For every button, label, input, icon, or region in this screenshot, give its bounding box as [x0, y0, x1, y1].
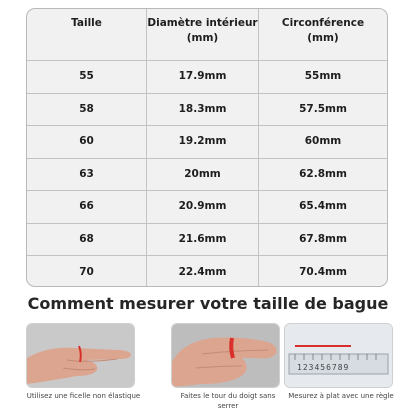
table-row — [27, 126, 387, 159]
diameter-cell: 21.6mm — [147, 224, 259, 256]
circumference-cell: 57.5mm — [299, 102, 347, 115]
size-cell: 60 — [27, 126, 147, 158]
size-cell: 68 — [27, 224, 147, 256]
step1-caption: Utilisez une ficelle non élastique — [26, 392, 141, 400]
header-diametre: Diamètre intérieur (mm) — [147, 9, 259, 60]
ruler-icon — [284, 323, 393, 388]
table-row — [27, 256, 387, 287]
diameter-cell: 19.2mm — [147, 126, 259, 158]
step2-caption: Faites le tour du doigt sans serrer — [180, 392, 276, 411]
hand-with-string-icon — [26, 323, 135, 388]
table-row — [27, 191, 387, 224]
finger-wrap-icon — [171, 323, 280, 388]
header-taille: Taille — [27, 9, 147, 60]
guide-title: Comment mesurer votre taille de bague — [27, 294, 389, 313]
circumference-cell: 67.8mm — [299, 232, 347, 245]
diameter-cell: 20.9mm — [147, 191, 259, 223]
circumference-cell: 55mm — [304, 70, 342, 83]
diameter-cell: 18.3mm — [147, 94, 259, 126]
size-cell: 58 — [27, 94, 147, 126]
header-circonference: Circonférence (mm) — [281, 17, 365, 45]
circumference-cell: 60mm — [304, 135, 342, 148]
table-row — [27, 159, 387, 192]
table-header-row — [27, 9, 387, 61]
table-row — [27, 61, 387, 94]
ruler-digits: 123456789 — [297, 363, 350, 372]
diameter-cell: 22.4mm — [147, 256, 259, 287]
size-table — [26, 8, 388, 287]
size-cell: 63 — [27, 159, 147, 191]
table-row — [27, 224, 387, 257]
size-cell: 66 — [27, 191, 147, 223]
table-row — [27, 94, 387, 127]
diameter-cell: 20mm — [147, 159, 259, 191]
circumference-cell: 70.4mm — [299, 265, 347, 278]
step3-caption: Mesurez à plat avec une règle — [288, 392, 394, 400]
size-cell: 70 — [27, 256, 147, 287]
circumference-cell: 62.8mm — [299, 167, 347, 180]
diameter-cell: 17.9mm — [147, 61, 259, 93]
circumference-cell: 65.4mm — [299, 200, 347, 213]
size-cell: 55 — [27, 61, 147, 93]
